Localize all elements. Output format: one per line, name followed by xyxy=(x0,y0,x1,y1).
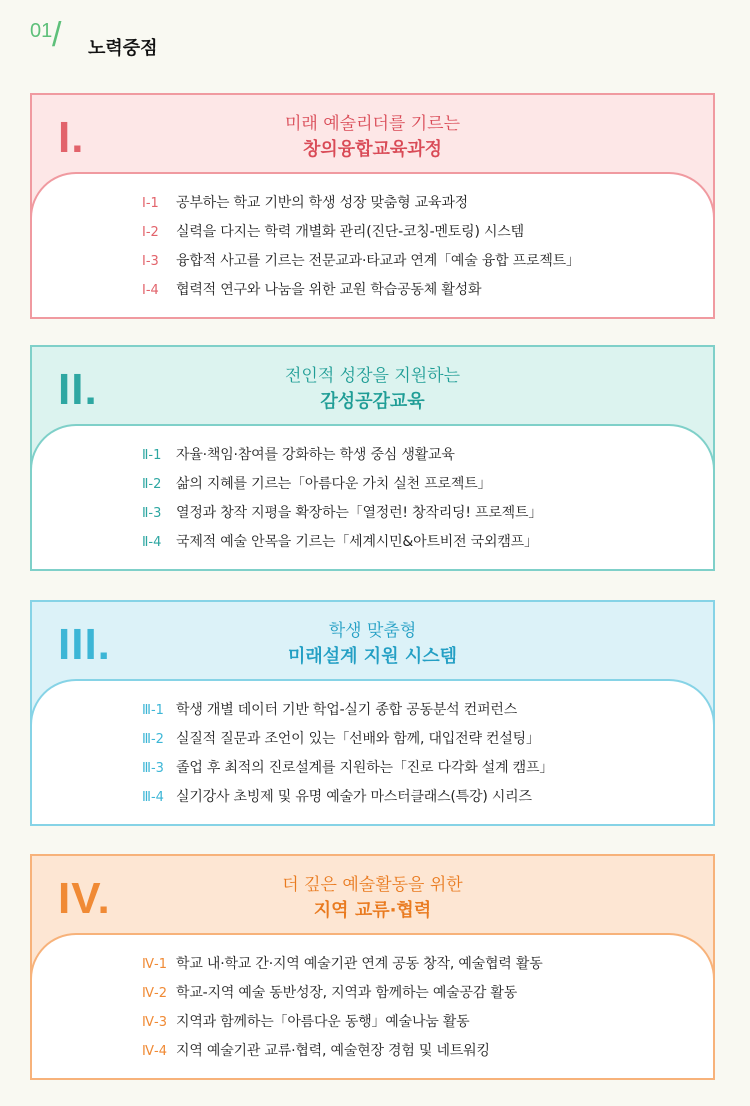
item-code: Ⅱ-3 xyxy=(142,506,162,521)
item-code: Ⅳ-1 xyxy=(142,957,167,972)
section-card-3 xyxy=(30,600,715,826)
section-subtitle: 더 깊은 예술활동을 위한 xyxy=(282,875,463,895)
item-code: Ⅰ-3 xyxy=(142,254,159,269)
section-numeral: I. xyxy=(58,113,85,162)
item-code: Ⅰ-4 xyxy=(142,283,159,298)
item-text: 졸업 후 최적의 진로설계를 지원하는「진로 다각화 설계 캠프」 xyxy=(176,760,554,776)
list-item xyxy=(142,697,517,723)
item-text: 협력적 연구와 나눔을 위한 교원 학습공동체 활성화 xyxy=(176,282,482,298)
item-code: Ⅲ-2 xyxy=(142,732,164,747)
list-item xyxy=(142,1009,470,1035)
item-code: Ⅳ-4 xyxy=(142,1044,167,1059)
item-text: 실기강사 초빙제 및 유명 예술가 마스터클래스(특강) 시리즈 xyxy=(176,789,532,805)
list-item xyxy=(142,529,538,555)
list-item xyxy=(142,219,524,245)
list-item xyxy=(142,190,468,216)
section-card-1 xyxy=(30,93,715,319)
item-text: 자율·책임·참여를 강화하는 학생 중심 생활교육 xyxy=(176,447,455,463)
section-title: 미래설계 지원 시스템 xyxy=(287,646,458,667)
list-item xyxy=(142,755,553,781)
section-card-2 xyxy=(30,345,715,571)
list-item xyxy=(142,1038,490,1064)
item-code: Ⅰ-1 xyxy=(142,196,159,211)
section-subtitle: 미래 예술리더를 기르는 xyxy=(284,114,461,134)
item-code: Ⅳ-2 xyxy=(142,986,167,1001)
item-code: Ⅱ-1 xyxy=(142,448,162,463)
page-title: 노력중점 xyxy=(88,38,158,59)
item-text: 학생 개별 데이터 기반 학업-실기 종합 공동분석 컨퍼런스 xyxy=(176,702,518,718)
item-text: 실력을 다지는 학력 개별화 관리(진단-코칭-멘토링) 시스템 xyxy=(176,224,524,240)
item-text: 국제적 예술 안목을 기르는「세계시민&아트비전 국외캠프」 xyxy=(176,534,538,550)
list-item xyxy=(142,980,517,1006)
list-item xyxy=(142,442,455,468)
item-code: Ⅰ-2 xyxy=(142,225,159,240)
list-item xyxy=(142,784,532,810)
item-text: 학교 내·학교 간·지역 예술기관 연계 공동 창작, 예술협력 활동 xyxy=(176,956,543,972)
list-item xyxy=(142,248,580,274)
list-item xyxy=(142,500,542,526)
section-title: 감성공감교육 xyxy=(320,391,425,412)
item-code: Ⅲ-3 xyxy=(142,761,164,776)
item-code: Ⅲ-1 xyxy=(142,703,164,718)
item-code: Ⅳ-3 xyxy=(142,1015,167,1030)
section-card-4 xyxy=(30,854,715,1080)
section-subtitle: 전인적 성장을 지원하는 xyxy=(284,366,461,386)
item-text: 지역과 함께하는「아름다운 동행」예술나눔 활동 xyxy=(176,1014,470,1030)
list-item xyxy=(142,471,491,497)
item-code: Ⅱ-2 xyxy=(142,477,162,492)
list-item xyxy=(142,277,481,303)
item-text: 학교-지역 예술 동반성장, 지역과 함께하는 예술공감 활동 xyxy=(176,985,518,1001)
item-text: 융합적 사고를 기르는 전문교과·타교과 연계「예술 융합 프로젝트」 xyxy=(176,253,580,269)
list-item xyxy=(142,951,543,977)
section-numeral: II. xyxy=(58,365,98,414)
section-numeral: IV. xyxy=(58,874,111,923)
section-subtitle: 학생 맞춤형 xyxy=(328,621,417,641)
item-text: 실질적 질문과 조언이 있는「선배와 함께, 대입전략 컨설팅」 xyxy=(176,731,540,747)
slash-divider: / xyxy=(52,16,62,54)
section-number: 01 xyxy=(30,20,53,42)
section-numeral: III. xyxy=(58,620,111,669)
section-title: 지역 교류·협력 xyxy=(313,900,432,921)
section-title: 창의융합교육과정 xyxy=(302,139,443,160)
item-code: Ⅲ-4 xyxy=(142,790,164,805)
item-text: 삶의 지혜를 기르는「아름다운 가치 실천 프로젝트」 xyxy=(176,476,492,492)
item-text: 지역 예술기관 교류·협력, 예술현장 경험 및 네트워킹 xyxy=(176,1043,490,1059)
item-code: Ⅱ-4 xyxy=(142,535,162,550)
list-item xyxy=(142,726,540,752)
item-text: 공부하는 학교 기반의 학생 성장 맞춤형 교육과정 xyxy=(176,195,468,211)
item-text: 열정과 창작 지평을 확장하는「열정런! 창작리딩! 프로젝트」 xyxy=(176,505,543,521)
